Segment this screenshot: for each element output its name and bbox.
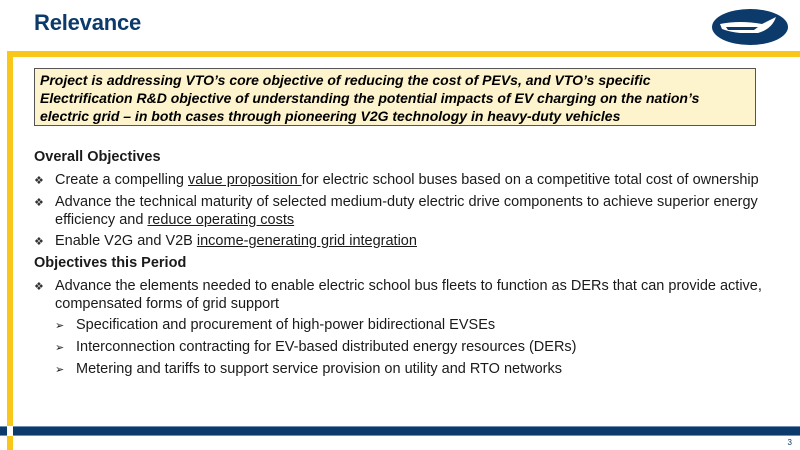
list-item [34,277,774,313]
diamond-bullet-icon: ❖ [34,236,44,248]
arrow-bullet-icon: ➢ [55,342,65,354]
item-text: Enable V2G and V2B [55,233,197,249]
list-item [34,232,774,251]
diamond-bullet-icon: ❖ [34,175,44,187]
underlined-phrase: income-generating grid integration [196,233,417,249]
accent-bar-vertical [7,51,13,450]
slide-title: Relevance [34,10,142,35]
overall-objectives-heading: Overall Objectives [34,149,161,165]
sub-item-text: Interconnection contracting for EV-based distributed energy resources (DERs) [76,339,577,355]
item-text: for electric school buses based on a competitive total cost of ownership [301,172,759,188]
sub-item-text: Metering and tariffs to support service provision on utility and RTO networks [76,361,562,377]
diamond-bullet-icon: ❖ [34,197,44,209]
underlined-phrase: reduce operating costs [147,212,295,228]
footer-band [0,426,800,436]
item-text: Create a compelling [55,172,188,188]
sub-list-item [55,338,774,357]
underlined-phrase: value proposition [188,172,302,188]
arrow-bullet-icon: ➢ [55,320,65,332]
objectives-content [34,148,774,382]
period-objectives-heading: Objectives this Period [34,255,187,271]
callout-line: Project is addressing VTO’s core objective of reducing the cost of PEVs, and VTO’s specific [40,72,651,88]
callout-line: electric grid – in both cases through pioneering V2G technology in heavy-duty vehicles [40,108,621,124]
sub-list-item [55,360,774,379]
callout-line: Electrification R&D objective of understanding the potential impacts of EV charging on the nation’s [40,90,700,106]
list-item [34,171,774,190]
item-text: Advance the technical maturity of selected medium-duty electric drive components to achieve superior energy efficiency and [55,194,758,228]
diamond-bullet-icon: ❖ [34,281,44,293]
list-item [34,193,774,229]
page-number: 3 [787,438,792,447]
arrow-bullet-icon: ➢ [55,364,65,376]
logo-icon [710,7,790,47]
sub-list-item [55,316,774,335]
accent-bar-horizontal [7,51,800,57]
item-text: Advance the elements needed to enable electric school bus fleets to function as DERs that can provide active, compensated forms of grid support [55,278,762,312]
band-gap [7,426,13,436]
relevance-callout [34,68,756,126]
sub-item-text: Specification and procurement of high-power bidirectional EVSEs [76,317,496,333]
